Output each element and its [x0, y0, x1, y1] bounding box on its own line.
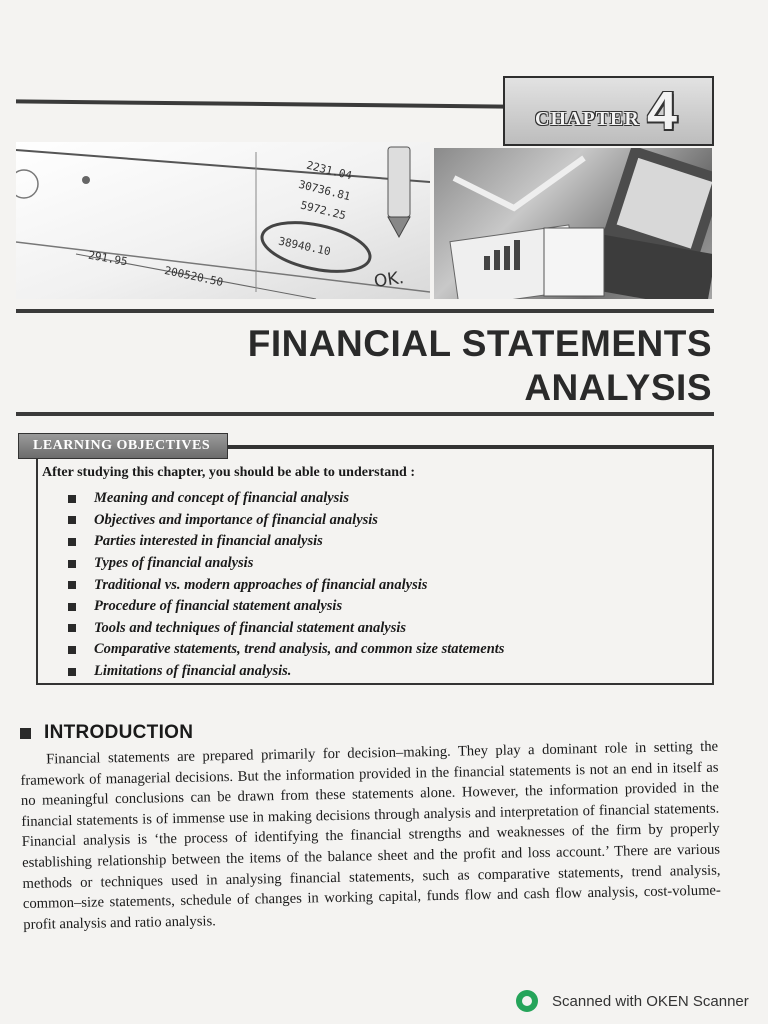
chapter-title-line1: FINANCIAL STATEMENTS	[247, 323, 712, 364]
learning-objectives-list	[68, 488, 504, 682]
list-item-text: Parties interested in financial analysis	[94, 533, 323, 550]
ledger-photo	[16, 142, 430, 299]
list-item	[68, 596, 504, 618]
list-item	[68, 510, 504, 532]
chapter-number: 4	[647, 81, 678, 141]
learning-objectives-tab	[18, 433, 228, 459]
banner-rule-top	[16, 309, 714, 313]
bullet-icon	[68, 624, 76, 632]
laptop-chart-photo	[434, 148, 712, 299]
list-item	[68, 553, 504, 575]
top-rule	[16, 99, 506, 108]
list-item-text: Tools and techniques of financial statement analysis	[94, 619, 407, 636]
scanner-label: Scanned with OKEN Scanner	[552, 992, 749, 1010]
bullet-icon	[68, 538, 76, 546]
list-item-text: Types of financial analysis	[94, 555, 254, 572]
list-item	[68, 531, 504, 553]
chapter-title	[248, 322, 712, 410]
list-item-text: Traditional vs. modern approaches of financial analysis	[94, 576, 428, 593]
photo-figure: 2231.04	[305, 158, 354, 183]
list-item	[68, 488, 504, 510]
photo-figure: 5972.25	[299, 198, 348, 223]
bullet-icon	[68, 581, 76, 589]
photo-figure: 200520.50	[163, 263, 225, 290]
list-item	[68, 574, 504, 596]
list-item-text: Meaning and concept of financial analysis	[94, 490, 349, 507]
scanner-logo-icon	[516, 990, 538, 1012]
learning-objectives-label: LEARNING OBJECTIVES	[33, 438, 211, 453]
list-item-text: Procedure of financial statement analysis	[94, 598, 343, 615]
list-item-text: Comparative statements, trend analysis, and common size statements	[94, 641, 505, 658]
list-item-text: Limitations of financial analysis.	[94, 663, 292, 680]
list-item	[68, 661, 504, 683]
introduction-paragraph: Financial statements are prepared primarily for decision–making. They play a dominant role in setting the framework of managerial decisions. But the information provided in the financial statements is not an end in itself as no meaningful conclusions can be drawn from these statements alone. However, the information provided in the financial statements is of immense use in making decisions through analysis and interpretation of financial statements. Financial analysis is ‘the process of identifying the financial strengths and weaknesses of the firm by properly establishing relationship between the items of the balance sheet and the profit and loss account.’ There are various methods or techniques used in analysing financial statements, such as comparative statements, trend analysis, common–size statements, schedule of changes in working capital, funds flow and cash flow analysis, cost-volume-profit analysis and ratio analysis.	[20, 738, 721, 933]
photo-figure: 30736.81	[297, 177, 352, 204]
photo-figure: 38940.10	[277, 234, 332, 259]
chapter-title-line2: ANALYSIS	[524, 367, 712, 408]
introduction-heading: INTRODUCTION	[44, 722, 194, 743]
scanner-watermark	[516, 990, 749, 1012]
learning-objectives-rule	[228, 445, 714, 447]
bullet-icon	[68, 603, 76, 611]
section-bullet-icon	[20, 728, 31, 739]
photo-figure: OK.	[372, 268, 406, 292]
bullet-icon	[68, 646, 76, 654]
chapter-badge	[503, 76, 714, 146]
bullet-icon	[68, 560, 76, 568]
list-item	[68, 639, 504, 661]
banner-rule-bottom	[16, 412, 714, 416]
laptop-chart-illustration	[434, 148, 712, 299]
learning-objectives-intro: After studying this chapter, you should be able to understand :	[42, 465, 416, 480]
list-item-text: Objectives and importance of financial analysis	[94, 511, 378, 528]
bullet-icon	[68, 495, 76, 503]
chapter-label: CHAPTER	[535, 108, 640, 130]
bullet-icon	[68, 668, 76, 676]
photo-figure: 291.95	[87, 248, 129, 269]
bullet-icon	[68, 516, 76, 524]
list-item	[68, 618, 504, 640]
